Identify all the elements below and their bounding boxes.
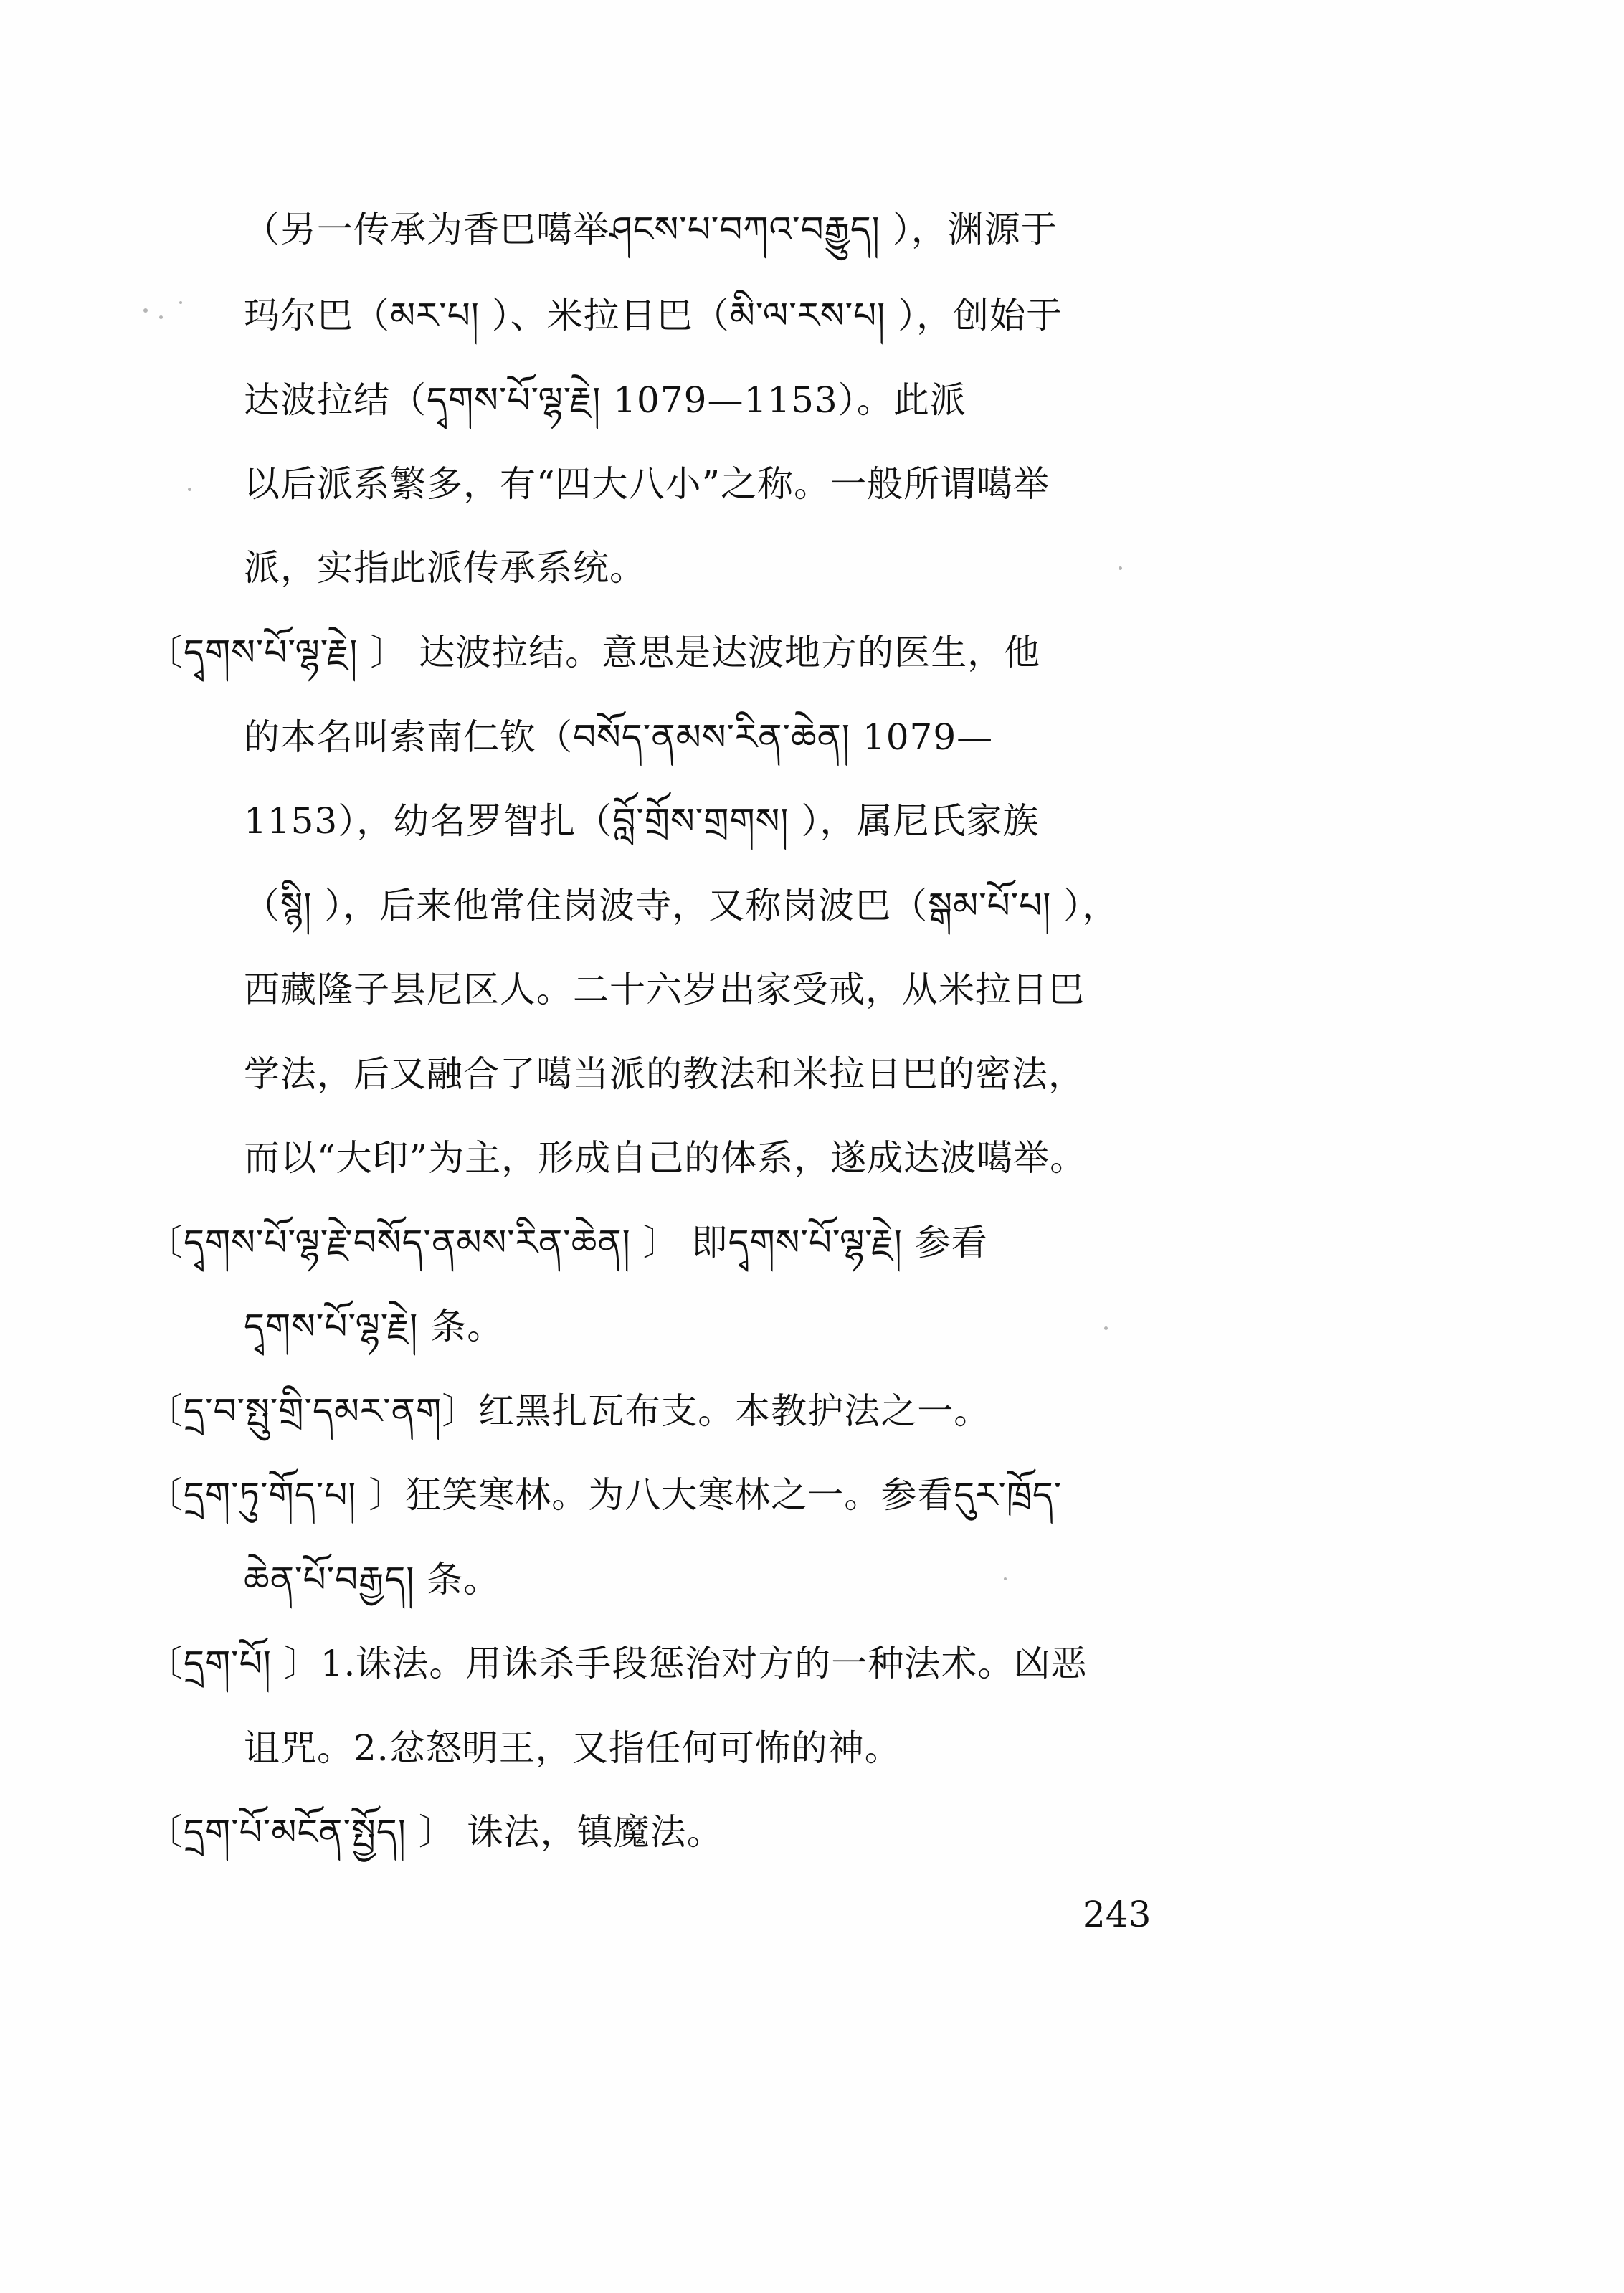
text-line: （སྙི། ），后来他常住岗波寺，又称岗波巴（སྒམ་པོ་པ། ），	[244, 885, 1119, 926]
text-line: 玛尔巴（མར་པ། ）、米拉日巴（མི་ལ་རས་པ། ），创始于	[244, 295, 1063, 336]
scan-speck	[1104, 1326, 1108, 1330]
text-line: 的本名叫索南仁钦（བསོད་ནམས་རིན་ཆེན། 1079—	[244, 716, 994, 758]
text-line: 1153），幼名罗智扎（བློ་གྲོས་གྲགས། ），属尼氏家族	[244, 800, 1040, 842]
entry-headword-line: 〔དྭགས་པོ་ལྷ་རྗེ། 〕 达波拉结。意思是达波地方的医生，他	[147, 632, 1041, 673]
scan-speck	[143, 308, 148, 313]
scan-speck	[179, 301, 182, 304]
entry-headword-line: 〔དྲག་པོ། 〕1.诛法。用诛杀手段惩治对方的一种法术。凶恶	[147, 1643, 1088, 1684]
scan-speck	[1119, 566, 1122, 570]
scan-speck	[1004, 1577, 1007, 1580]
text-line: དྭགས་པོ་ལྷ་རྗེ། 条。	[244, 1306, 504, 1347]
text-line: 派，实指此派传承系统。	[244, 547, 646, 589]
entry-headword-line: 〔དྭགས་པོ་ལྷ་རྗེ་བསོད་ནམས་རིན་ཆེན། 〕 即དྭགས་པོ་ལྷ་རྗེ། 参看	[147, 1222, 988, 1263]
text-line: 而以“大印”为主，形成自己的体系，遂成达波噶举。	[244, 1137, 1087, 1179]
entry-headword-line: 〔དྲག་པོ་མངོན་སྤྱོད། 〕 诛法，镇魔法。	[147, 1811, 723, 1853]
text-line: 诅咒。2.忿怒明王，又指任何可怖的神。	[244, 1727, 901, 1769]
entry-headword-line: 〔དྲ་བ་སྤུ་གྲི་དམར་ནག〕红黑扎瓦布支。本教护法之一。	[147, 1390, 991, 1432]
page-number: 243	[1083, 1894, 1151, 1935]
entry-headword-line: 〔དྲག་ཏུ་གོད་པ། 〕狂笑寒林。为八大寒林之一。参看དུར་ཁྲོད་	[147, 1474, 1063, 1516]
scan-speck	[188, 488, 191, 491]
text-line: ཆེན་པོ་བརྒྱད། 条。	[244, 1559, 500, 1600]
text-line: 以后派系繁多，有“四大八小”之称。一般所谓噶举	[244, 463, 1050, 505]
text-line: 西藏隆子县尼区人。二十六岁出家受戒，从米拉日巴	[244, 969, 1085, 1010]
text-line: （另一传承为香巴噶举ཤངས་པ་བཀའ་བརྒྱུད། ），渊源于	[244, 209, 1058, 250]
text-line: 达波拉结（དྭགས་པོ་ལྷ་རྗེ། 1079—1153）。此派	[244, 379, 967, 421]
scan-speck	[159, 315, 163, 319]
text-line: 学法，后又融合了噶当派的教法和米拉日巴的密法，	[244, 1053, 1085, 1095]
